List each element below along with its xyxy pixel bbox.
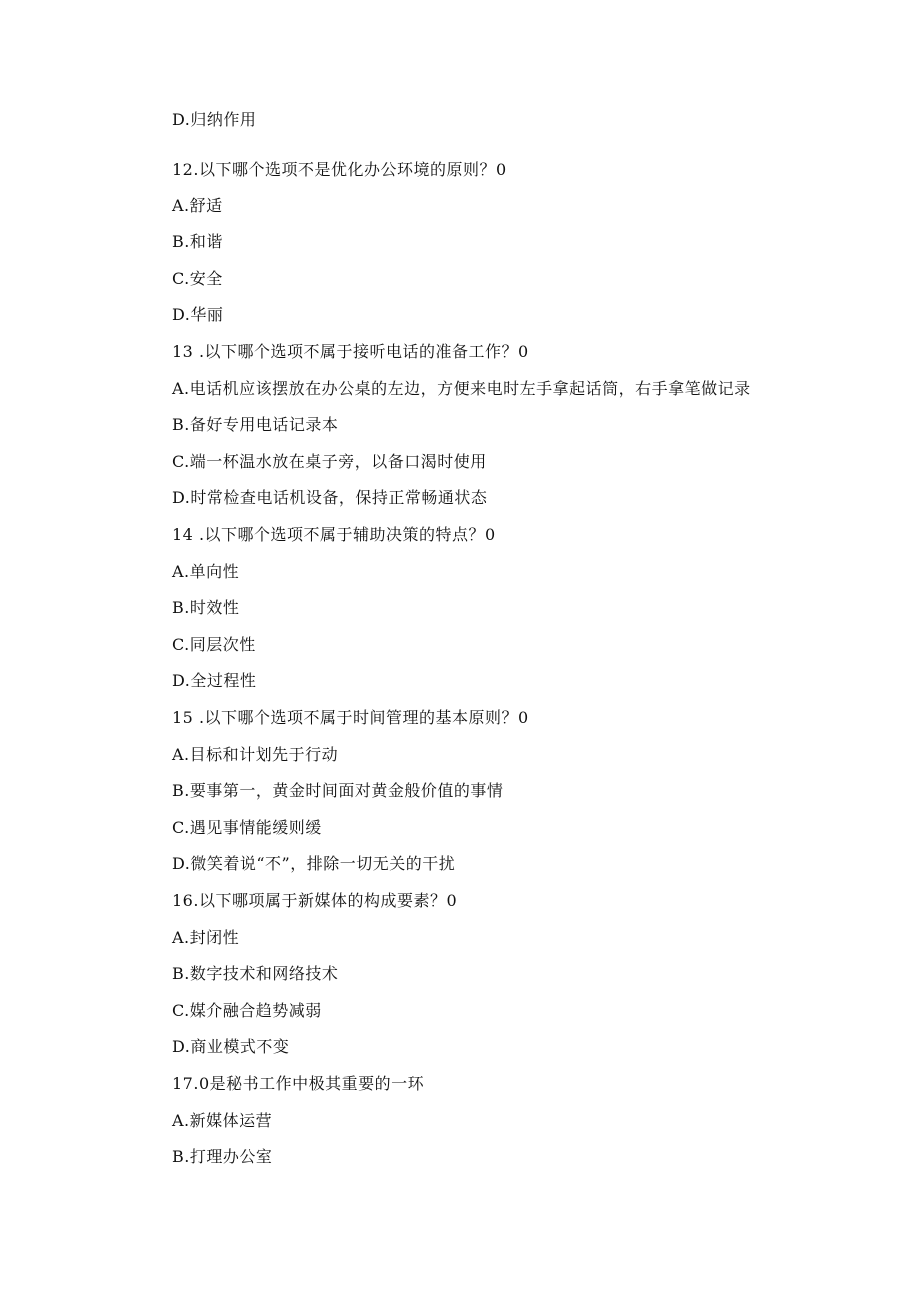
option-15-d: D.微笑着说“不”，排除一切无关的干扰 — [172, 854, 456, 873]
option-13-c: C.端一杯温水放在桌子旁，以备口渴时使用 — [172, 452, 487, 471]
option-14-b: B.时效性 — [172, 598, 240, 617]
question-13: 13 .以下哪个选项不属于接听电话的准备工作？0 — [172, 342, 529, 361]
option-13-d: D.时常检查电话机设备，保持正常畅通状态 — [172, 488, 488, 507]
option-14-c: C.同层次性 — [172, 635, 256, 654]
option-12-a: A.舒适 — [172, 196, 223, 215]
option-12-b: B.和谐 — [172, 232, 223, 251]
question-15: 15 .以下哪个选项不属于时间管理的基本原则？0 — [172, 708, 529, 727]
option-11-d: D.归纳作用 — [172, 110, 257, 129]
option-16-c: C.媒介融合趋势减弱 — [172, 1001, 322, 1020]
option-15-c: C.遇见事情能缓则缓 — [172, 818, 322, 837]
option-17-a: A.新媒体运营 — [172, 1111, 273, 1130]
option-15-b: B.要事第一，黄金时间面对黄金般价值的事情 — [172, 781, 504, 800]
option-12-c: C.安全 — [172, 269, 223, 288]
option-14-d: D.全过程性 — [172, 671, 257, 690]
option-15-a: A.目标和计划先于行动 — [172, 745, 339, 764]
question-12: 12.以下哪个选项不是优化办公环境的原则？0 — [172, 160, 507, 179]
option-13-b: B.备好专用电话记录本 — [172, 415, 339, 434]
option-13-a: A.电话机应该摆放在办公桌的左边，方便来电时左手拿起话筒，右手拿笔做记录 — [172, 379, 751, 398]
option-12-d: D.华丽 — [172, 305, 224, 324]
question-16: 16.以下哪项属于新媒体的构成要素？0 — [172, 891, 458, 910]
option-16-a: A.封闭性 — [172, 928, 240, 947]
option-14-a: A.单向性 — [172, 562, 240, 581]
option-16-d: D.商业模式不变 — [172, 1037, 290, 1056]
question-14: 14 .以下哪个选项不属于辅助决策的特点？0 — [172, 525, 496, 544]
option-16-b: B.数字技术和网络技术 — [172, 964, 339, 983]
option-17-b: B.打理办公室 — [172, 1147, 273, 1166]
question-17: 17.0是秘书工作中极其重要的一环 — [172, 1074, 425, 1093]
